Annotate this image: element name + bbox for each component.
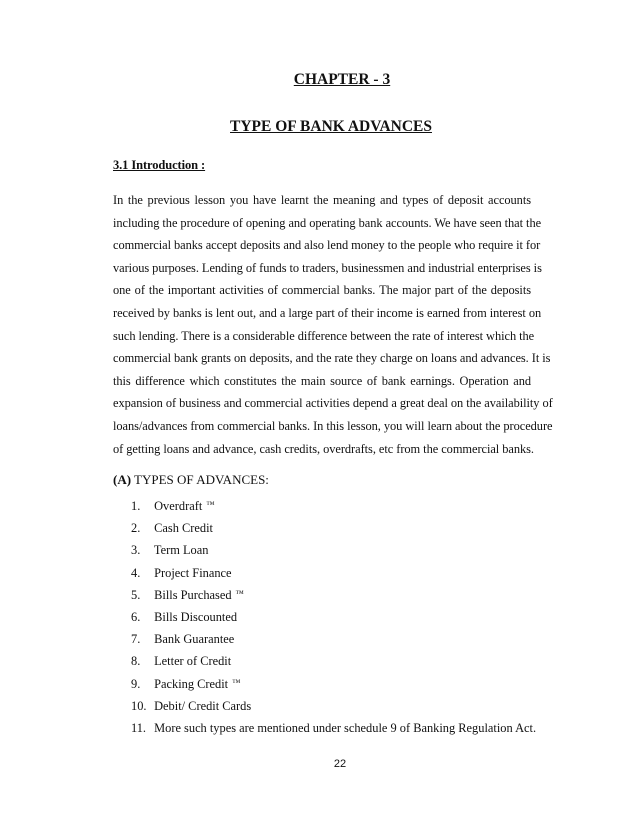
list-item <box>131 515 540 537</box>
list-number: 8. <box>131 654 141 669</box>
list-item <box>131 626 540 648</box>
list-label: Term Loan <box>153 543 209 558</box>
list-number: 2. <box>131 521 141 536</box>
list-number: 3. <box>131 543 141 558</box>
paragraph-line: this difference which constitutes the main source of bank earnings. Operation and <box>113 373 531 388</box>
list-item <box>131 648 540 670</box>
section-heading: 3.1 Introduction : <box>113 158 206 172</box>
list-label: Debit/ Credit Cards <box>154 698 252 713</box>
paragraph-line: expansion of business and commercial activities depend a great deal on the availability of <box>113 396 553 411</box>
list-item <box>131 693 540 715</box>
list-item <box>131 604 540 626</box>
page-number: 22 <box>333 758 347 770</box>
trademark-mark: ™ <box>235 587 244 598</box>
chapter-heading: CHAPTER - 3 <box>293 71 391 88</box>
paragraph-line: including the procedure of opening and operating bank accounts. We have seen that the <box>113 215 542 230</box>
paragraph-line: such lending. There is a considerable difference between the rate of interest which the <box>113 328 535 343</box>
list-item <box>131 671 540 693</box>
introduction-paragraph <box>113 189 553 460</box>
list-item <box>131 493 540 515</box>
paragraph-line: one of the important activities of commercial banks. The major part of the deposits <box>113 283 531 298</box>
paragraph-line: In the previous lesson you have learnt the meaning and types of deposit accounts <box>113 193 531 207</box>
list-number: 10. <box>131 698 147 713</box>
list-label: Letter of Credit <box>154 654 232 669</box>
trademark-mark: ™ <box>232 676 241 687</box>
types-heading-text: TYPES OF ADVANCES: <box>131 472 269 487</box>
list-label: Cash Credit <box>154 521 213 536</box>
list-number: 4. <box>131 565 141 580</box>
list-number: 9. <box>131 676 141 691</box>
list-item <box>131 715 540 737</box>
list-label: Project Finance <box>154 565 232 580</box>
list-item <box>131 560 540 582</box>
paragraph-line: received by banks is lent out, and a large part of their income is earned from interest on <box>113 305 542 320</box>
list-label: Bills Purchased <box>154 587 232 602</box>
list-number: 6. <box>131 609 141 624</box>
list-item <box>131 582 540 604</box>
list-number: 7. <box>131 632 141 647</box>
list-number: 11. <box>131 720 147 735</box>
page-title: TYPE OF BANK ADVANCES <box>230 118 432 135</box>
paragraph-line: commercial banks accept deposits and also lend money to the people who require it for <box>113 238 541 253</box>
list-number: 1. <box>131 499 141 513</box>
list-label: Bills Discounted <box>154 609 238 624</box>
paragraph-line: loans/advances from commercial banks. In this lesson, you will learn about the procedure <box>113 418 553 433</box>
list-label: Packing Credit <box>154 676 229 691</box>
list-label: More such types are mentioned under schedule 9 of Banking Regulation Act. <box>154 720 537 735</box>
list-label: Overdraft <box>154 499 203 513</box>
paragraph-line: commercial bank grants on deposits, and the rate they charge on loans and advances. It is <box>113 351 551 366</box>
paragraph-line: of getting loans and advance, cash credits, overdrafts, etc from the commercial banks. <box>113 441 534 456</box>
paragraph-line: various purposes. Lending of funds to traders, businessmen and industrial enterprises is <box>113 260 542 275</box>
list-number: 5. <box>131 587 141 602</box>
trademark-mark: ™ <box>206 499 215 509</box>
list-label: Bank Guarantee <box>154 632 235 647</box>
advance-types-list <box>131 493 540 737</box>
list-item <box>131 537 540 559</box>
types-heading-prefix: (A) <box>113 472 132 487</box>
types-heading <box>113 472 269 488</box>
